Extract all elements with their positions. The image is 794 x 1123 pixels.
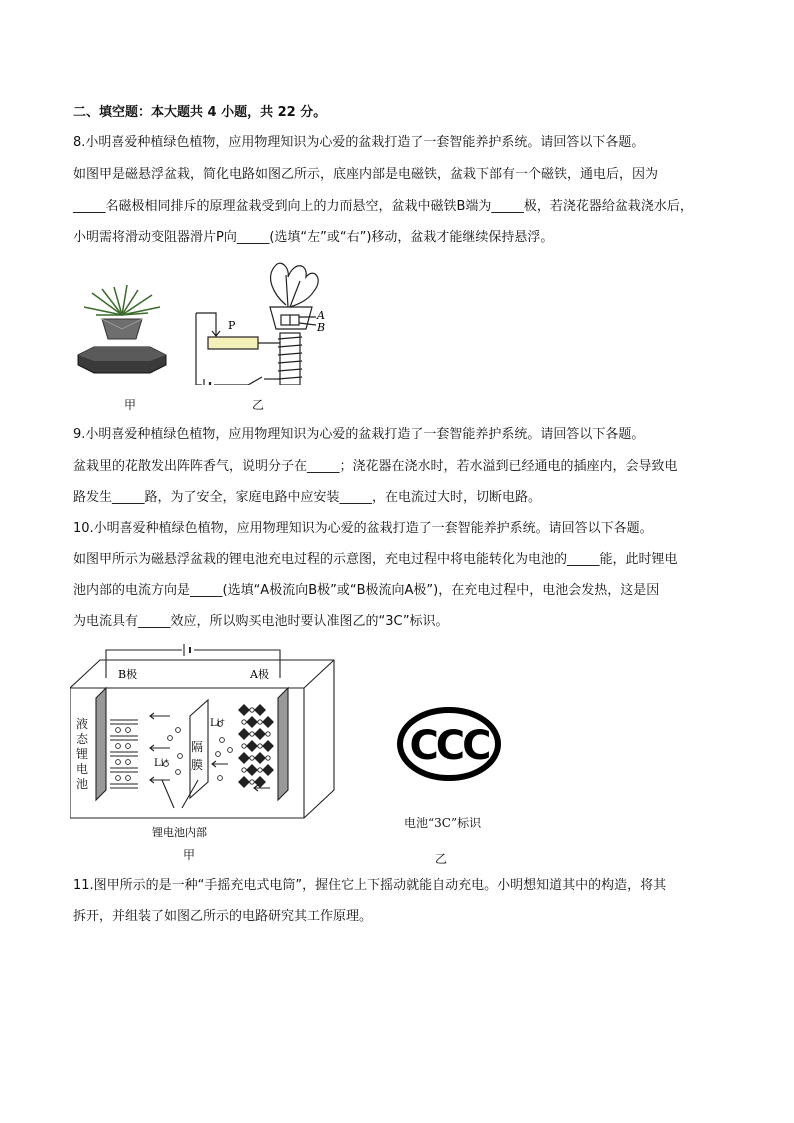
q8-fig-jia-caption: 甲 bbox=[124, 398, 137, 412]
label-b: B bbox=[317, 321, 326, 334]
q8-line2: 如图甲是磁悬浮盆栽，简化电路如图乙所示，底座内部是电磁铁，盆栽下部有一个磁铁，通电后，因为 bbox=[73, 167, 659, 182]
q10-line2: 如图甲所示为磁悬浮盆栽的锂电池充电过程的示意图，充电过程中将电能转化为电池的_____能，此时锂电 bbox=[73, 552, 678, 567]
q10-fig-yi-caption: 乙 bbox=[435, 852, 448, 866]
label-liquid-battery: 液态锂电池 bbox=[76, 717, 89, 791]
q9-line1: 9.小明喜爱种植绿色植物，应用物理知识为心爱的盆栽打造了一套智能养护系统。请回答以下各题。 bbox=[73, 427, 645, 442]
section-header: 二、填空题：本大题共 4 小题，共 22 分。 bbox=[73, 105, 327, 120]
q10-line1: 10.小明喜爱种植绿色植物，应用物理知识为心爱的盆栽打造了一套智能养护系统。请回答以下各题。 bbox=[73, 521, 653, 536]
label-membrane: 隔膜 bbox=[191, 740, 204, 772]
q10-line3: 池内部的电流方向是_____(选填“A极流向B极”或“B极流向A极”)，在充电过程中，电池会发热，这是因 bbox=[73, 583, 660, 598]
switch-symbol bbox=[248, 377, 262, 385]
circuit-wire bbox=[196, 313, 202, 385]
figure-lithium-battery bbox=[70, 640, 340, 840]
figure-circuit bbox=[190, 255, 340, 385]
ccc-logo bbox=[396, 706, 502, 782]
label-li-2: Li⁺ bbox=[154, 758, 170, 769]
figure-levitating-plant bbox=[72, 285, 172, 383]
electrode-a bbox=[278, 688, 288, 800]
label-a: A bbox=[317, 309, 325, 322]
label-3c: 电池“3C”标识 bbox=[404, 816, 482, 830]
q11-line1: 11.图甲所示的是一种“手摇充电式电筒”，握住它上下摇动就能自动充电。小明想知道其中的构造，将其 bbox=[73, 878, 667, 893]
q9-line2: 盆栽里的花散发出阵阵香气，说明分子在_____；浇花器在浇水时，若水溢到已经通电的插座内，会导致电 bbox=[73, 459, 678, 474]
b-electrode-layers bbox=[110, 720, 138, 788]
q11-line2: 拆开，并组装了如图乙所示的电路研究其工作原理。 bbox=[73, 909, 373, 924]
q10-line4: 为电流具有_____效应，所以购买电池时要认准图乙的“3C”标识。 bbox=[73, 614, 449, 629]
q8-line1: 8.小明喜爱种植绿色植物，应用物理知识为心爱的盆栽打造了一套智能养护系统。请回答以下各题。 bbox=[73, 135, 645, 150]
label-b-pole: B极 bbox=[118, 668, 138, 681]
label-li-1: Li⁺ bbox=[210, 718, 226, 729]
slider-p-arrow bbox=[212, 325, 220, 336]
q10-fig-jia-caption: 甲 bbox=[183, 848, 196, 862]
plant-drawing bbox=[271, 263, 319, 307]
q9-line3: 路发生_____路，为了安全，家庭电路中应安装_____，在电流过大时，切断电路。 bbox=[73, 490, 542, 505]
q8-line3: _____名磁极相同排斥的原理盆栽受到向上的力而悬空，盆栽中磁铁B端为_____极，若浇花器给盆栽浇水后， bbox=[73, 199, 693, 214]
pot-outline bbox=[270, 307, 312, 329]
plant-leaves bbox=[84, 285, 160, 315]
label-a-pole: A极 bbox=[250, 668, 269, 681]
electrode-b bbox=[96, 688, 106, 800]
q8-line4: 小明需将滑动变阻器滑片P向_____(选填“左”或“右”)移动，盆栽才能继续保持悬浮。 bbox=[73, 230, 554, 245]
ccc-logo-text: CCC bbox=[409, 723, 489, 769]
label-p: P bbox=[228, 319, 236, 332]
rheostat bbox=[208, 337, 258, 349]
label-inside: 锂电池内部 bbox=[152, 826, 207, 839]
q8-fig-yi-caption: 乙 bbox=[252, 398, 265, 412]
